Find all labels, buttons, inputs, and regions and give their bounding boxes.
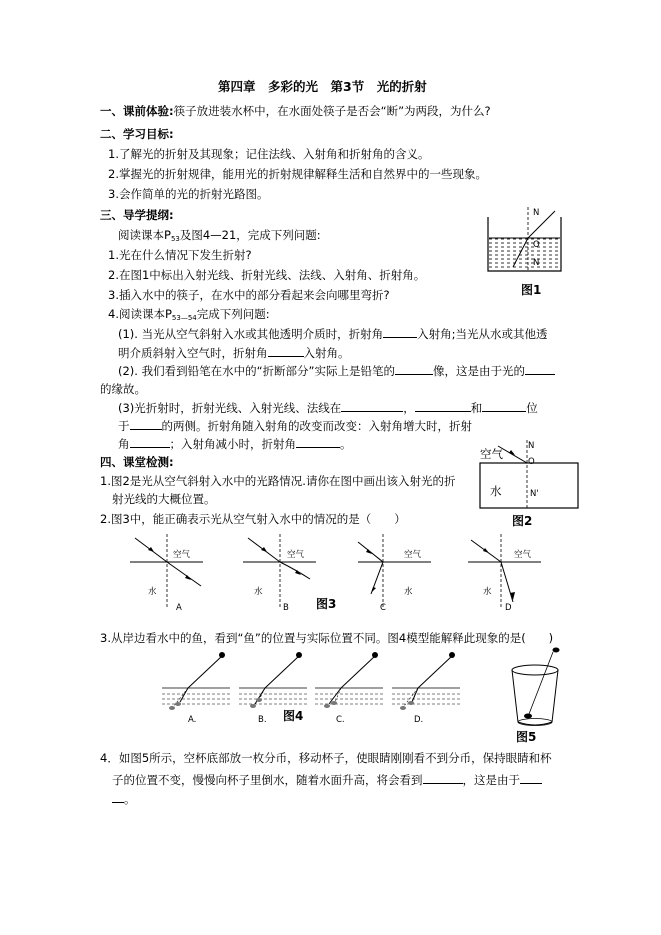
check-question-3: 3.从岸边看水中的鱼，看到“鱼”的位置与实际位置不同。图4模型能解释此现象的是( ): [100, 631, 554, 645]
fig4-option-b-diagram: [237, 648, 309, 714]
guide-question-1: 1.光在什么情况下发生折射?: [108, 248, 252, 262]
objective-3: 3.会作简单的光的折射光路图。: [108, 187, 269, 201]
fig4-option-c-diagram: [313, 648, 385, 714]
fig3-b-water-label: 水: [254, 587, 263, 597]
fig2-point-o-label: O: [528, 457, 535, 467]
fig3-option-d-diagram: [463, 532, 543, 612]
check-question-4-line-2: 子的位置不变，慢慢向杯子里倒水，随着水面升高，将会看到 ，这是由于: [112, 773, 542, 787]
section-1-text: 筷子放进装水杯中，在水面处筷子是否会“断”为两段，为什么?: [173, 104, 491, 118]
sub-question-2-line-1: (2). 我们看到铅笔在水中的“折断部分”实际上是铅笔的 像，这是由于光的: [118, 364, 555, 378]
fig3-a-air-label: 空气: [173, 550, 191, 560]
fig3-option-b-diagram: [238, 532, 318, 612]
fig3-caption: 图3: [316, 597, 337, 611]
sub-question-3-line-2: 于 的两侧。折射角随入射角的改变而改变：入射角增大时，折射: [118, 419, 472, 433]
fig2-air-label: 空气: [480, 447, 503, 461]
fig3-c-air-label: 空气: [404, 550, 422, 560]
fig2-normal-label-top: N: [528, 441, 535, 451]
fig4-a-label: A.: [188, 715, 197, 725]
fig3-a-water-label: 水: [148, 587, 157, 597]
page-title: 第四章 多彩的光 第3节 光的折射: [218, 79, 427, 94]
fig3-d-water-label: 水: [483, 587, 492, 597]
fig4-option-a-diagram: [160, 648, 232, 714]
section-4-heading: 四、课堂检测:: [100, 455, 174, 469]
fig3-d-letter: D: [505, 603, 512, 613]
fig4-b-label: B.: [258, 715, 267, 725]
check-question-4-line-1: 4．如图5所示，空杯底部放一枚分币，移动杯子，使眼睛刚刚看不到分币，保持眼睛和杯: [100, 751, 552, 765]
fig3-d-air-label: 空气: [514, 550, 532, 560]
fig1-normal-label-bottom: N: [533, 258, 540, 268]
fig3-option-c-diagram: [353, 532, 433, 612]
figure-5-diagram: [505, 640, 565, 728]
section-1-heading: 一、课前体验:: [100, 104, 174, 118]
read-instruction-1: 阅读课本$P_{53}$及图4—21，完成下列问题:: [118, 228, 321, 243]
sub-question-1-line-2: 明介质斜射入空气时，折射角 入射角。: [118, 346, 350, 360]
fig4-d-label: D.: [414, 715, 424, 725]
check-question-4-line-3: 。: [112, 792, 136, 806]
section-1: [100, 104, 491, 118]
objective-1: 1.了解光的折射及其现象；记住法线、入射角和折射角的含义。: [108, 147, 430, 161]
fig2-water-label: 水: [490, 484, 502, 498]
fig4-caption: 图4: [283, 709, 304, 723]
figure-1-diagram: [483, 205, 563, 275]
guide-question-2: 2.在图1中标出入射光线、折射光线、法线、入射角、折射角。: [108, 268, 426, 282]
sub-question-3-line-1: (3)光折射时，折射光线、入射光线、法线在 ， 和 位: [118, 401, 538, 415]
fig1-normal-label-top: N: [533, 208, 540, 218]
sub-question-2-line-2: 的缘故。: [100, 382, 146, 396]
section-3-heading: 三、导学提纲:: [100, 208, 174, 222]
fig3-b-letter: B: [283, 603, 289, 613]
check-question-2: 2.图3中，能正确表示光从空气射入水中的情况的是（ ）: [100, 512, 406, 526]
fig2-caption: 图2: [512, 514, 533, 528]
objective-2: 2.掌握光的折射规律，能用光的折射规律解释生活和自然界中的一些现象。: [108, 167, 487, 181]
sub-question-3-line-3: 角 ；入射角减小时，折射角 。: [118, 437, 352, 451]
fig3-c-letter: C: [380, 603, 386, 613]
fig3-c-water-label: 水: [404, 587, 413, 597]
check-question-1-line-1: 1.图2是光从空气斜射入水中的光路情况.请你在图中画出该入射光的折: [100, 474, 456, 488]
fig3-a-letter: A: [176, 603, 182, 613]
fig3-option-a-diagram: [125, 532, 205, 612]
fig1-caption: 图1: [521, 283, 542, 297]
fig4-c-label: C.: [336, 715, 345, 725]
fig1-point-o-label: O: [533, 240, 540, 250]
fig5-caption: 图5: [516, 730, 537, 744]
guide-question-4: 4.阅读课本$P_{53—54}$完成下列问题:: [108, 307, 270, 322]
fig2-normal-label-bottom: N': [530, 489, 539, 499]
fig3-b-air-label: 空气: [287, 550, 305, 560]
fig4-option-d-diagram: [390, 648, 462, 714]
check-question-1-line-2: 射光线的大概位置。: [112, 492, 216, 506]
guide-question-3: 3.插入水中的筷子，在水中的部分看起来会向哪里弯折?: [108, 288, 390, 302]
sub-question-1-line-1: (1). 当光从空气斜射入水或其他透明介质时，折射角 入射角;当光从水或其他透: [118, 327, 548, 341]
section-2-heading: 二、学习目标:: [100, 127, 174, 141]
